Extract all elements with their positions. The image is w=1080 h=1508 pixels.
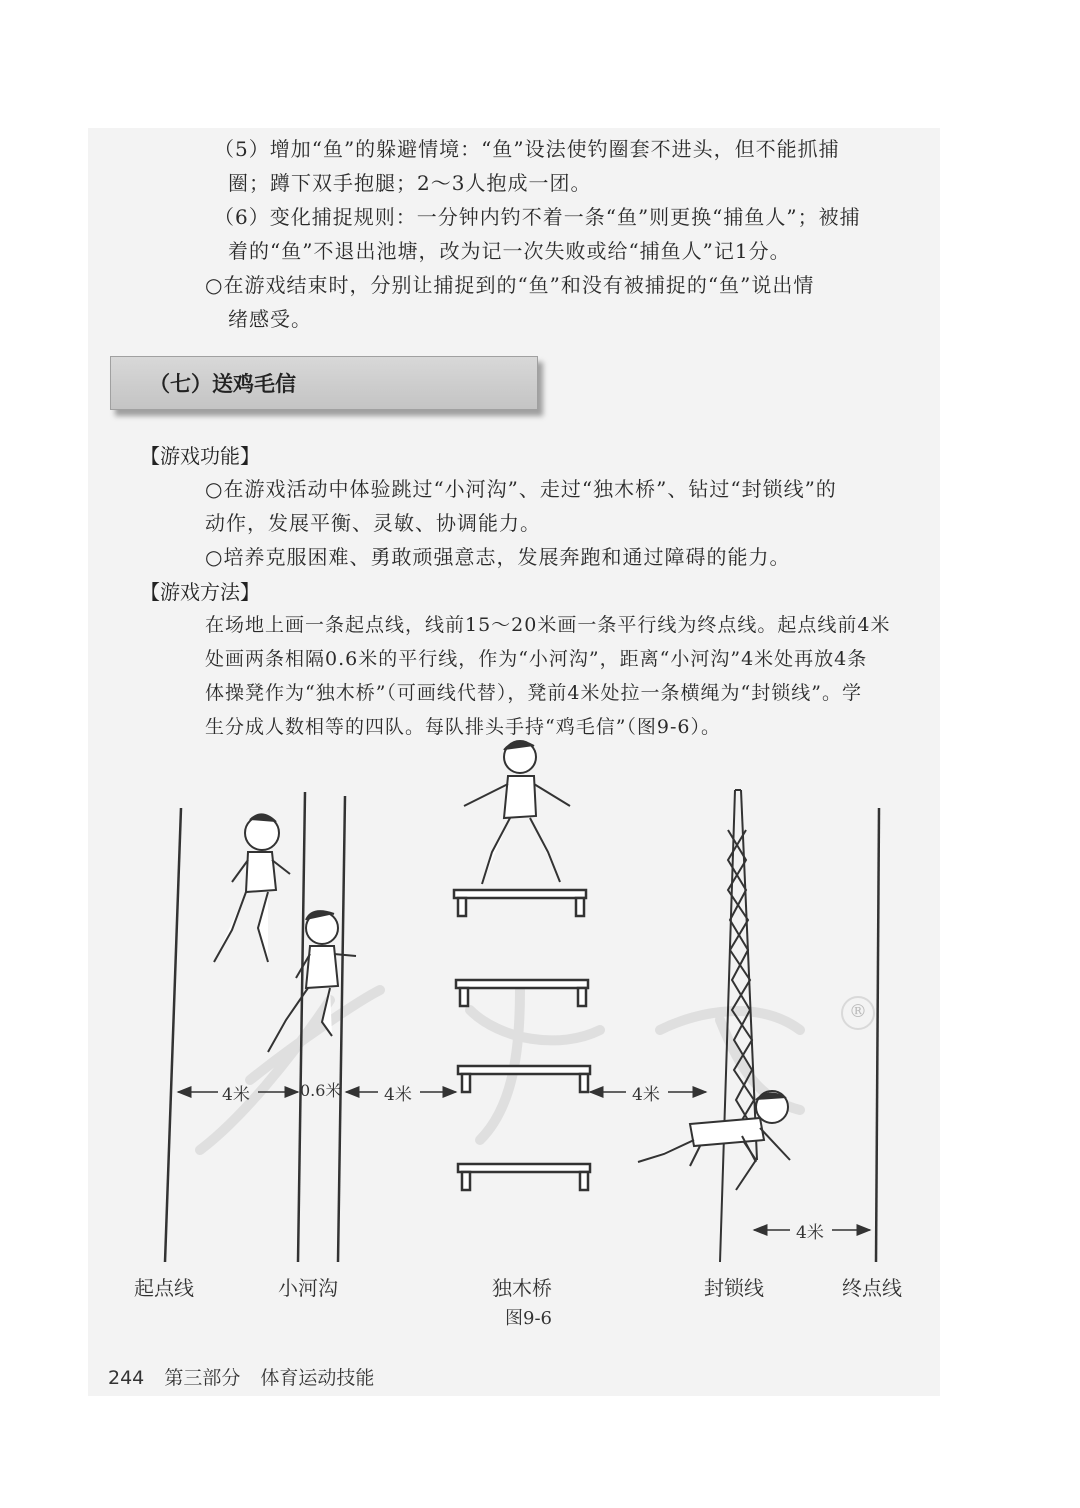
function-line2: 动作，发展平衡、灵敏、协调能力。	[205, 511, 541, 535]
dimension-ditch-to-bridge: 4米	[384, 1085, 412, 1105]
bench	[458, 1164, 590, 1190]
start-line	[165, 808, 181, 1262]
child-crawling-under-rope	[638, 1091, 790, 1166]
end-line1: ○在游戏结束时，分别让捕捉到的“鱼”和没有被捕捉的“鱼”说出情	[205, 273, 815, 297]
figure-caption: 图9-6	[505, 1308, 552, 1329]
label-ditch: 小河沟	[278, 1276, 338, 1300]
item6-line1: （6）变化捕捉规则：一分钟内钓不着一条“鱼”则更换“捕鱼人”；被捕	[214, 205, 861, 229]
child-balancing-on-bench	[464, 741, 570, 884]
dimension-bridge-to-blockade: 4米	[632, 1085, 660, 1105]
label-finish-line: 终点线	[842, 1276, 902, 1300]
end-line2: 绪感受。	[228, 307, 312, 331]
item5-line2: 圈；蹲下双手抱腿；2～3人抱成一团。	[228, 171, 592, 195]
item6-line2: 着的“鱼”不退出池塘，改为记一次失败或给“捕鱼人”记1分。	[228, 239, 791, 263]
watermark-registered-mark: ®	[849, 1001, 867, 1022]
section-title: （七）送鸡毛信	[149, 372, 296, 396]
method-line4: 生分成人数相等的四队。每队排头手持“鸡毛信”（图9-6）。	[205, 716, 722, 738]
method-line3: 体操凳作为“独木桥”（可画线代替），凳前4米处拉一条横绳为“封锁线”。学	[205, 682, 862, 704]
page-footer	[108, 1363, 388, 1390]
bench	[458, 1066, 590, 1092]
label-blockade: 封锁线	[704, 1276, 764, 1300]
ditch-line-left	[298, 792, 305, 1262]
method-line1: 在场地上画一条起点线，线前15～20米画一条平行线为终点线。起点线前4米	[205, 614, 891, 636]
label-start-line: 起点线	[134, 1276, 194, 1300]
finish-line	[876, 808, 879, 1262]
label-bridge: 独木桥	[492, 1276, 552, 1300]
dimension-ditch-width: 0.6米	[300, 1081, 342, 1100]
method-line2: 处画两条相隔0.6米的平行线，作为“小河沟”，距离“小河沟”4米处再放4条	[205, 648, 868, 670]
footer-chapter: 体育运动技能	[260, 1367, 375, 1389]
function-heading: 【游戏功能】	[140, 444, 260, 468]
bench	[454, 890, 586, 916]
method-heading: 【游戏方法】	[140, 580, 260, 604]
dimension-blockade-to-finish: 4米	[796, 1223, 824, 1243]
dimension-start-to-ditch: 4米	[222, 1085, 250, 1105]
child-running-boy	[214, 814, 290, 962]
function-line3: ○培养克服困难、勇敢顽强意志，发展奔跑和通过障碍的能力。	[205, 545, 791, 569]
page-number: 244	[108, 1367, 145, 1389]
ditch-line-right	[338, 796, 345, 1262]
footer-part: 第三部分	[164, 1367, 241, 1389]
function-line1: ○在游戏活动中体验跳过“小河沟”、走过“独木桥”、钻过“封锁线”的	[205, 477, 837, 501]
item5-line1: （5）增加“鱼”的躲避情境：“鱼”设法使钓圈套不进头，但不能抓捕	[214, 137, 840, 161]
